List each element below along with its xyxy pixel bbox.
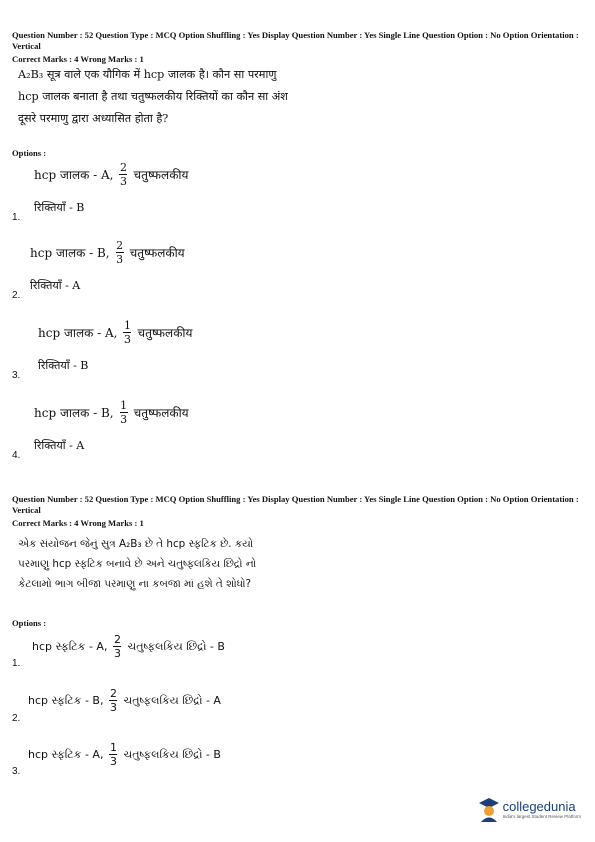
option-text: hcp जालक - A, <box>38 326 118 340</box>
option-text: चतुष्फलकीय <box>133 168 189 182</box>
option-1[interactable] <box>34 162 188 187</box>
option-number: 2. <box>12 290 21 301</box>
option-text: hcp जालक - A, <box>34 168 114 182</box>
fraction: $\frac{1}{3}$ <box>123 319 131 346</box>
option-text: ચતુષ્ફલકિય છિદ્રો - B <box>127 639 225 653</box>
option-number: 1. <box>12 212 21 223</box>
option-number: 3. <box>12 766 21 777</box>
options-label: Options : <box>12 618 47 628</box>
option-text: ચતુષ્ફલકિય છિદ્રો - B <box>123 747 221 761</box>
question-text: A₂B₃ सूत्र वाले एक यौगिक में hcp जालक है। कौन सा परमाणु hcp जालक बनाता है तथा चतुष्फलकीय रिक्तियों का कौन सा अंश दूसरे परमाणु द्वारा अध्यासित होता है? <box>18 68 288 125</box>
fraction: $\frac{1}{3}$ <box>109 741 117 768</box>
option-text: ચતુષ્ફલકિય છિદ્રો - A <box>123 693 221 707</box>
option-number: 3. <box>12 370 21 381</box>
graduate-icon <box>478 796 500 822</box>
option-text: hcp સ્ફટિક - A, <box>28 747 104 761</box>
option-line2: रिक्तियाँ - B <box>38 359 89 372</box>
marks-info: Correct Marks : 4 Wrong Marks : 1 <box>12 518 144 528</box>
option-4[interactable] <box>34 400 189 425</box>
collegedunia-logo <box>478 796 581 822</box>
option-text: hcp સ્ફટિક - A, <box>32 639 108 653</box>
option-line2: रिक्तियाँ - A <box>30 279 81 292</box>
fraction: $\frac{2}{3}$ <box>113 633 121 660</box>
option-text: चतुष्फलकीय <box>137 326 193 340</box>
option-number: 1. <box>12 658 21 669</box>
option-text: hcp जालक - B, <box>30 246 110 260</box>
marks-info: Correct Marks : 4 Wrong Marks : 1 <box>12 54 144 64</box>
option-line2: रिक्तियाँ - A <box>34 439 85 452</box>
option-text: चतुष्फलकीय <box>133 406 189 420</box>
option-text: hcp સ્ફટિક - B, <box>28 693 104 707</box>
option-1[interactable] <box>32 634 225 659</box>
option-number: 4. <box>12 450 21 461</box>
option-3[interactable] <box>38 320 192 345</box>
logo-tagline: India's largest Student Review Platform <box>502 814 581 819</box>
fraction: $\frac{1}{3}$ <box>120 399 128 426</box>
fraction: $\frac{2}{3}$ <box>119 161 127 188</box>
logo-name: collegedunia <box>502 799 576 814</box>
option-2[interactable] <box>28 688 221 713</box>
fraction: $\frac{2}{3}$ <box>109 687 117 714</box>
question-header: Question Number : 52 Question Type : MCQ Option Shuffling : Yes Display Question Number : Yes Single Line Question Option : No Option Orientation : Vertical <box>12 30 579 51</box>
option-2[interactable] <box>30 240 185 265</box>
option-line2: रिक्तियाँ - B <box>34 201 85 214</box>
options-label: Options : <box>12 148 47 158</box>
option-number: 2. <box>12 713 21 724</box>
option-text: चतुष्फलकीय <box>129 246 185 260</box>
fraction: $\frac{2}{3}$ <box>116 239 124 266</box>
question-header: Question Number : 52 Question Type : MCQ Option Shuffling : Yes Display Question Number : Yes Single Line Question Option : No Option Orientation : Vertical <box>12 494 579 515</box>
question-text: એક સંયોજન જેનું સુત્ર A₂B₃ છે તે hcp સ્ફટિક છે. કયો પરમાણુ hcp સ્ફટિક બનાવે છે અને ચતુષ્ફલકિય છિદ્રો નો કેટલામો ભાગ બીજા પરમાણુ ના કબજા માં હશે તે શોધો? <box>18 538 257 590</box>
option-3[interactable] <box>28 742 221 767</box>
option-text: hcp जालक - B, <box>34 406 114 420</box>
